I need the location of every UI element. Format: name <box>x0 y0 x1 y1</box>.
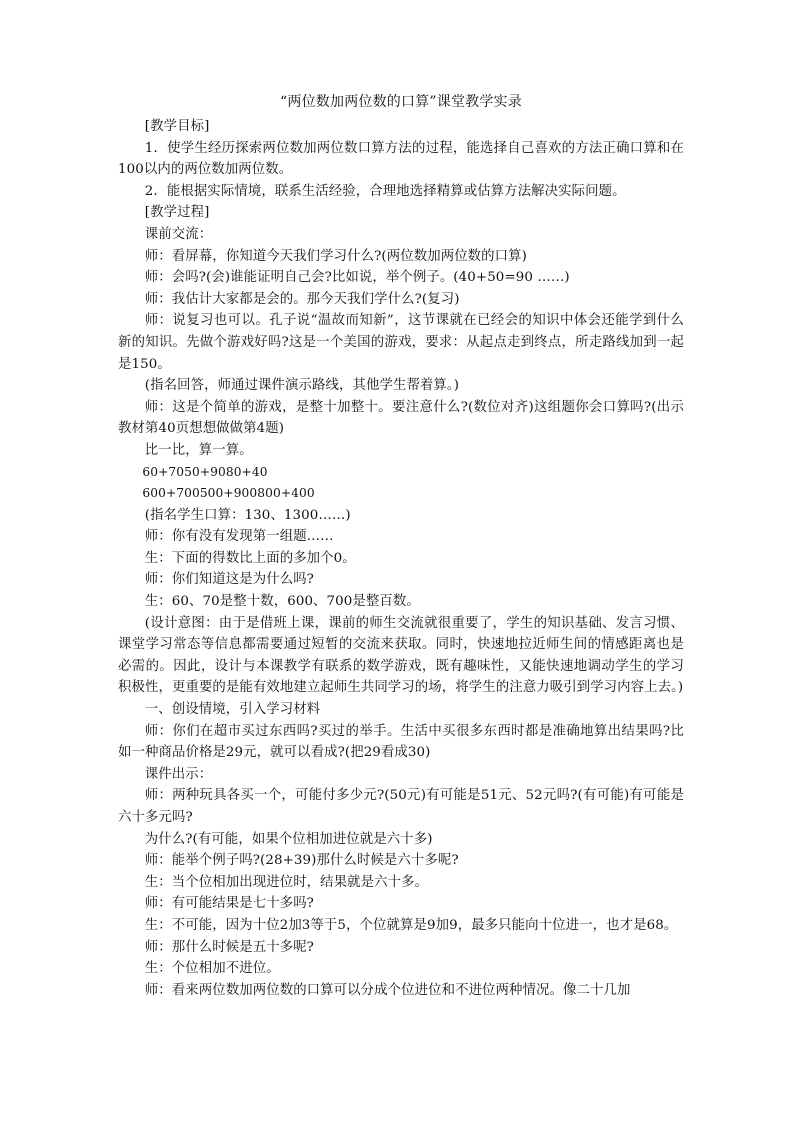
objective-item-1: 1．使学生经历探索两位数加两位数口算方法的过程，能选择自己喜欢的方法正确口算和在100以内的两位数加两位数。 <box>118 140 684 178</box>
paragraph: 为什么?(有可能，如果个位相加进位就是六十多) <box>144 831 433 847</box>
paragraph: 师：你们在超市买过东西吗?买过的举手。生活中买很多东西时都是准确地算出结果吗?比如一种商品价格是29元，就可以看成?(把29看成30) <box>118 723 684 761</box>
paragraph: 生：60、70是整十数，600、700是整百数。 <box>144 594 420 610</box>
design-intent-note: (设计意图：由于是借班上课，课前的师生交流就很重要了，学生的知识基础、发言习惯、课堂学习常态等信息都需要通过短暂的交流来获取。同时，快速地拉近师生间的情感距离也是必需的。因此，设计与本课教学有联系的数学游戏，既有趣味性，又能快速地调动学生的学习积极性，更重要的是能有效地建立起师生共同学习的场，将学生的注意力吸引到学习内容上去。) <box>118 615 684 696</box>
paragraph: 生：下面的得数比上面的多加个0。 <box>144 550 356 566</box>
paragraph: (指名学生口算：130、1300……) <box>144 507 351 523</box>
paragraph: 师：看来两位数加两位数的口算可以分成个位进位和不进位两种情况。像二十几加 <box>144 982 631 998</box>
paragraph: 师：能举个例子吗?(28+39)那什么时候是六十多呢? <box>144 853 459 869</box>
paragraph: 师：看屏幕，你知道今天我们学习什么?(两位数加两位数的口算) <box>144 248 527 264</box>
paragraph: 比一比，算一算。 <box>144 442 253 458</box>
paragraph: 师：会吗?(会)谁能证明自己会?比如说，举个例子。(40+50=90 ……) <box>144 270 570 286</box>
paragraph: 课前交流： <box>144 226 213 242</box>
paragraph: 师：这是个简单的游戏，是整十加整十。要注意什么?(数位对齐)这组题你会口算吗?(出示教材第40页想想做做第4题) <box>118 399 684 437</box>
section-heading-process: [教学过程] <box>144 205 210 221</box>
section-heading-objectives: [教学目标] <box>144 119 210 134</box>
paragraph: 师：你有没有发现第一组题…… <box>144 529 334 545</box>
document-page <box>118 92 684 1001</box>
paragraph: 师：两种玩具各买一个，可能付多少元?(50元)有可能是51元、52元吗?(有可能)有可能是六十多元吗? <box>118 788 684 825</box>
paragraph: (指名回答，师通过课件演示路线，其他学生帮着算。) <box>144 378 460 394</box>
paragraph: 课件出示： <box>144 766 213 782</box>
paragraph: 生：当个位相加出现进位时，结果就是六十多。 <box>144 874 429 890</box>
math-expression-line: 600+700500+900800+400 <box>142 486 315 501</box>
paragraph: 师：说复习也可以。孔子说“温故而知新”，这节课就在已经会的知识中体会还能学到什么新的知识。先做个游戏好吗?这是一个美国的游戏，要求：从起点走到终点，所走路线加到一起是150。 <box>118 313 684 372</box>
paragraph: 师：你们知道这是为什么吗? <box>144 572 314 588</box>
paragraph: 师：那什么时候是五十多呢? <box>144 939 314 955</box>
paragraph: 生：个位相加不进位。 <box>144 961 280 977</box>
math-expression-line: 60+7050+9080+40 <box>142 464 268 479</box>
paragraph: 师：有可能结果是七十多吗? <box>144 896 314 912</box>
section-heading: 一、创设情境，引入学习材料 <box>144 702 321 718</box>
objective-item-2: 2．能根据实际情境，联系生活经验，合理地选择精算或估算方法解决实际问题。 <box>144 183 626 199</box>
paragraph: 生：不可能，因为十位2加3等于5，个位就算是9加9，最多只能向十位进一，也才是68。 <box>144 917 678 933</box>
paragraph: 师：我估计大家都是会的。那今天我们学什么?(复习) <box>144 291 460 307</box>
document-title: “两位数加两位数的口算”课堂教学实录 <box>280 94 522 110</box>
